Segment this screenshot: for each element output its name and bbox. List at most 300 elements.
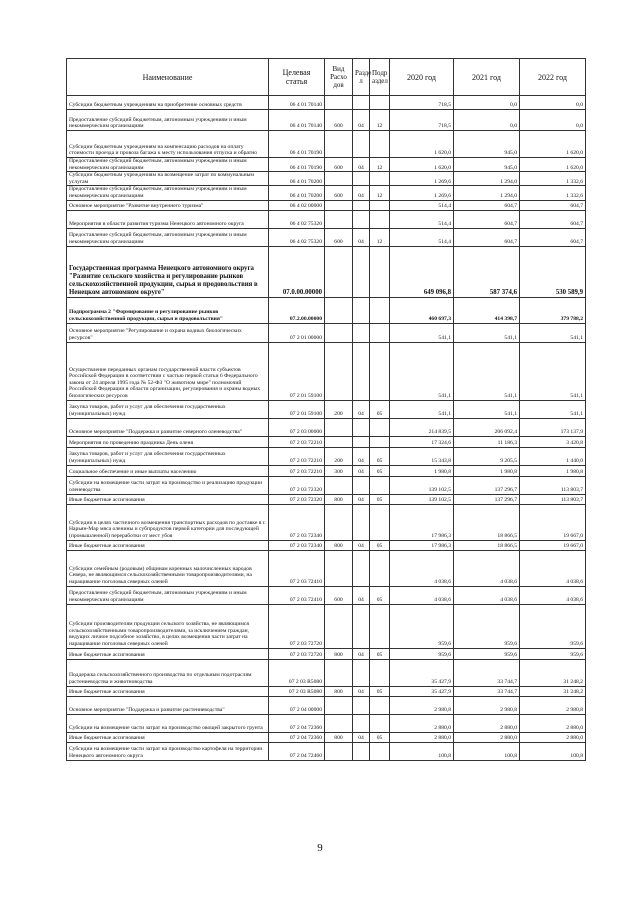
cell-target: 07 2 03 72210 — [269, 465, 325, 476]
cell-razdel: 04 — [353, 447, 370, 465]
cell-vid — [325, 96, 353, 110]
cell-2020: 139 102,5 — [390, 476, 454, 494]
cell-podrazdel — [370, 418, 390, 436]
cell-2022: 19 667,0 — [520, 504, 586, 540]
cell-2021: 4 038,6 — [454, 550, 520, 586]
cell-2021: 959,6 — [454, 604, 520, 648]
cell-podrazdel — [370, 210, 390, 228]
cell-2020: 514,4 — [390, 200, 454, 210]
cell-razdel — [353, 504, 370, 540]
cell-name: Предоставление субсидий бюджетным, автономным учреждениям и иным некоммерческим организациям — [67, 586, 269, 604]
cell-razdel: 04 — [353, 228, 370, 246]
cell-2022: 0,0 — [520, 110, 586, 131]
cell-vid: 200 — [325, 400, 353, 418]
cell-target: 07 2 03 00000 — [269, 418, 325, 436]
cell-razdel — [353, 742, 370, 760]
cell-vid: 300 — [325, 465, 353, 476]
cell-vid: 800 — [325, 648, 353, 659]
cell-vid — [325, 131, 353, 158]
cell-vid: 600 — [325, 158, 353, 172]
cell-vid — [325, 604, 353, 648]
cell-2020: 514,4 — [390, 210, 454, 228]
cell-name: Основное мероприятие "Развитие внутреннего туризма" — [67, 200, 269, 210]
cell-2021: 1 294,0 — [454, 172, 520, 186]
cell-target: 06 4 01 70140 — [269, 96, 325, 110]
cell-2022: 31 248,2 — [520, 659, 586, 686]
cell-2022: 173 137,9 — [520, 418, 586, 436]
cell-2020: 541,1 — [390, 323, 454, 342]
cell-podrazdel — [370, 436, 390, 447]
cell-podrazdel — [370, 696, 390, 714]
cell-name: Предоставление субсидий бюджетным, автономным учреждениям и иным некоммерческим организациям — [67, 186, 269, 200]
cell-razdel — [353, 418, 370, 436]
cell-razdel — [353, 323, 370, 342]
cell-razdel: 04 — [353, 186, 370, 200]
cell-2022: 1 980,8 — [520, 465, 586, 476]
cell-podrazdel — [370, 131, 390, 158]
cell-2022: 1 332,6 — [520, 172, 586, 186]
cell-podrazdel — [370, 714, 390, 732]
cell-name: Предоставление субсидий бюджетным, автономным учреждениям и иным некоммерческим организациям — [67, 228, 269, 246]
cell-vid — [325, 742, 353, 760]
cell-2020: 1 620,0 — [390, 131, 454, 158]
cell-2020: 2 880,0 — [390, 732, 454, 742]
cell-vid: 800 — [325, 732, 353, 742]
cell-vid: 600 — [325, 228, 353, 246]
cell-name: Субсидии на возмещение части затрат на производство и реализацию продукции оленеводства — [67, 476, 269, 494]
cell-razdel — [353, 714, 370, 732]
cell-name: Предоставление субсидий бюджетным, автономным учреждениям и иным некоммерческим организациям — [67, 110, 269, 131]
cell-podrazdel — [370, 550, 390, 586]
table-row — [67, 436, 586, 447]
cell-target: 07 2 01 59100 — [269, 400, 325, 418]
cell-name: Предоставление субсидий бюджетным, автономным учреждениям и иным некоммерческим организациям — [67, 158, 269, 172]
table-row — [67, 172, 586, 186]
cell-name: Закупка товаров, работ и услуг для обеспечения государственных (муниципальных) нужд — [67, 400, 269, 418]
cell-2020: 460 697,3 — [390, 297, 454, 323]
cell-podrazdel: 05 — [370, 447, 390, 465]
cell-2020: 35 427,9 — [390, 659, 454, 686]
cell-podrazdel — [370, 96, 390, 110]
cell-target: 07 2 04 72360 — [269, 714, 325, 732]
cell-razdel: 04 — [353, 586, 370, 604]
cell-name: Иные бюджетные ассигнования — [67, 648, 269, 659]
cell-vid: 600 — [325, 110, 353, 131]
cell-name: Социальное обеспечение и иные выплаты населению — [67, 465, 269, 476]
table-row — [67, 714, 586, 732]
cell-2021: 2 880,0 — [454, 714, 520, 732]
table-row — [67, 246, 586, 297]
cell-razdel — [353, 210, 370, 228]
cell-2021: 541,1 — [454, 323, 520, 342]
table-row — [67, 604, 586, 648]
cell-2020: 214 839,5 — [390, 418, 454, 436]
cell-2020: 100,8 — [390, 742, 454, 760]
cell-2022: 959,6 — [520, 604, 586, 648]
cell-name: Основное мероприятие "Поддержка и развитие растениеводства" — [67, 696, 269, 714]
cell-2021: 604,7 — [454, 210, 520, 228]
table-row — [67, 400, 586, 418]
cell-2021: 1 294,0 — [454, 186, 520, 200]
cell-razdel — [353, 659, 370, 686]
cell-target: 07 2 04 72360 — [269, 732, 325, 742]
cell-podrazdel — [370, 323, 390, 342]
cell-podrazdel — [370, 476, 390, 494]
cell-podrazdel — [370, 200, 390, 210]
cell-2022: 541,1 — [520, 400, 586, 418]
cell-target: 07 2 03 72340 — [269, 540, 325, 550]
cell-name: Субсидии бюджетным учреждениям на приобретение основных средств — [67, 96, 269, 110]
cell-vid — [325, 210, 353, 228]
cell-razdel — [353, 604, 370, 648]
cell-target: 07 2 03 72410 — [269, 586, 325, 604]
cell-2020: 35 427,9 — [390, 686, 454, 696]
cell-2021: 945,0 — [454, 158, 520, 172]
header-2020: 2020 год — [390, 59, 454, 96]
cell-razdel — [353, 696, 370, 714]
cell-target: 07 2 03 R5080 — [269, 686, 325, 696]
cell-2022: 2 880,0 — [520, 732, 586, 742]
cell-podrazdel: 12 — [370, 228, 390, 246]
cell-2021: 587 374,6 — [454, 246, 520, 297]
cell-2020: 17 986,3 — [390, 540, 454, 550]
cell-2020: 2 980,8 — [390, 696, 454, 714]
cell-target: 07 2 03 72320 — [269, 476, 325, 494]
cell-vid: 600 — [325, 186, 353, 200]
cell-target: 07 2 03 72720 — [269, 648, 325, 659]
cell-name: Субсидии бюджетным учреждениям на компенсацию расходов на оплату стоимости проезда и провоза багажа к месту использования отпуска и обратно — [67, 131, 269, 158]
table-row — [67, 158, 586, 172]
cell-2022: 19 667,0 — [520, 540, 586, 550]
cell-2020: 2 880,0 — [390, 714, 454, 732]
table-row — [67, 342, 586, 400]
cell-podrazdel: 05 — [370, 465, 390, 476]
cell-2020: 139 102,5 — [390, 494, 454, 504]
cell-name: Мероприятия по проведению праздника День оленя — [67, 436, 269, 447]
cell-2021: 959,6 — [454, 648, 520, 659]
cell-podrazdel: 05 — [370, 586, 390, 604]
cell-name: Мероприятия в области развития туризма Ненецкого автономного округа — [67, 210, 269, 228]
cell-2020: 718,5 — [390, 96, 454, 110]
cell-target: 06 4 01 70140 — [269, 110, 325, 131]
cell-vid — [325, 246, 353, 297]
cell-razdel: 04 — [353, 732, 370, 742]
cell-2021: 541,1 — [454, 342, 520, 400]
cell-razdel — [353, 172, 370, 186]
cell-vid — [325, 714, 353, 732]
cell-name: Иные бюджетные ассигнования — [67, 686, 269, 696]
table-row — [67, 550, 586, 586]
cell-podrazdel — [370, 604, 390, 648]
table-row — [67, 586, 586, 604]
cell-vid — [325, 550, 353, 586]
table-row — [67, 540, 586, 550]
cell-2020: 541,1 — [390, 342, 454, 400]
cell-2021: 100,8 — [454, 742, 520, 760]
cell-target: 07 2 04 00000 — [269, 696, 325, 714]
table-row — [67, 732, 586, 742]
cell-target: 07 2 04 72460 — [269, 742, 325, 760]
page-number: 9 — [317, 842, 323, 854]
cell-2020: 4 038,6 — [390, 550, 454, 586]
cell-2020: 4 038,6 — [390, 586, 454, 604]
cell-podrazdel: 05 — [370, 732, 390, 742]
cell-2021: 137 296,7 — [454, 494, 520, 504]
cell-name: Закупка товаров, работ и услуг для обеспечения государственных (муниципальных) нужд — [67, 447, 269, 465]
table-row — [67, 494, 586, 504]
cell-target: 07 2 03 72210 — [269, 447, 325, 465]
cell-vid — [325, 297, 353, 323]
cell-podrazdel — [370, 504, 390, 540]
cell-2022: 31 248,2 — [520, 686, 586, 696]
cell-podrazdel: 12 — [370, 110, 390, 131]
cell-2022: 2 880,0 — [520, 714, 586, 732]
cell-razdel: 04 — [353, 400, 370, 418]
cell-podrazdel — [370, 659, 390, 686]
cell-name: Иные бюджетные ассигнования — [67, 540, 269, 550]
cell-2021: 945,0 — [454, 131, 520, 158]
table-row — [67, 228, 586, 246]
cell-name: Иные бюджетные ассигнования — [67, 494, 269, 504]
cell-2022: 530 589,9 — [520, 246, 586, 297]
cell-vid: 800 — [325, 494, 353, 504]
cell-2022: 604,7 — [520, 200, 586, 210]
header-podrazdel: Подр аздел — [370, 59, 390, 96]
cell-podrazdel: 05 — [370, 686, 390, 696]
cell-podrazdel: 12 — [370, 158, 390, 172]
cell-2022: 541,1 — [520, 342, 586, 400]
cell-2020: 959,6 — [390, 604, 454, 648]
table-row — [67, 476, 586, 494]
table-header-row — [67, 59, 586, 96]
budget-table-container — [66, 58, 585, 761]
cell-target: 07 2 03 72720 — [269, 604, 325, 648]
cell-podrazdel: 12 — [370, 186, 390, 200]
cell-name: Государственная программа Ненецкого автономного округа "Развитие сельского хозяйства и регулирование рынков сельскохозяйственной продукции, сырья и продовольствия в Ненецком автономном округе" — [67, 246, 269, 297]
cell-razdel: 04 — [353, 110, 370, 131]
cell-2020: 649 096,8 — [390, 246, 454, 297]
cell-2022: 4 038,6 — [520, 550, 586, 586]
cell-2022: 1 620,0 — [520, 158, 586, 172]
cell-2021: 0,0 — [454, 96, 520, 110]
cell-2021: 4 038,6 — [454, 586, 520, 604]
cell-podrazdel: 05 — [370, 540, 390, 550]
cell-name: Подпрограмма 2 "Формирование и регулирование рынков сельскохозяйственной продукции, сырья и продовольствия" — [67, 297, 269, 323]
cell-razdel — [353, 476, 370, 494]
cell-razdel — [353, 131, 370, 158]
cell-target: 07 2 03 72410 — [269, 550, 325, 586]
cell-target: 06 4 01 70190 — [269, 158, 325, 172]
header-vid: Вид Расхо дов — [325, 59, 353, 96]
table-row — [67, 659, 586, 686]
cell-name: Осуществление переданных органам государственной власти субъектов Российской Федерации в соответствии с частью первой статьи 6 Федерального закона от 24 апреля 1995 года № 52-ФЗ "О животном мире" полномочий Российской Федерации в области организации, регулирования и охраны водных биологических ресурсов — [67, 342, 269, 400]
cell-vid — [325, 436, 353, 447]
cell-name: Субсидии в целях частичного возмещения транспортных расходов по доставке в г. Нарьян-Мар мяса оленины и субпродуктов первой категории для последующей (промышленной) переработки от мест убоя — [67, 504, 269, 540]
table-row — [67, 186, 586, 200]
cell-name: Субсидии семейным (родовым) общинам коренных малочисленных народов Севера, не являющимся сельскохозяйственными товаропроизводителями, на наращивание поголовья северных оленей — [67, 550, 269, 586]
cell-razdel — [353, 550, 370, 586]
cell-2022: 604,7 — [520, 228, 586, 246]
cell-podrazdel: 05 — [370, 648, 390, 659]
cell-razdel — [353, 246, 370, 297]
table-row — [67, 504, 586, 540]
cell-podrazdel — [370, 342, 390, 400]
cell-target: 06 4 02 75320 — [269, 210, 325, 228]
cell-vid: 800 — [325, 540, 353, 550]
cell-razdel: 04 — [353, 158, 370, 172]
cell-razdel — [353, 436, 370, 447]
cell-2021: 541,1 — [454, 400, 520, 418]
cell-podrazdel — [370, 246, 390, 297]
table-row — [67, 131, 586, 158]
cell-2022: 959,6 — [520, 648, 586, 659]
cell-2021: 0,0 — [454, 110, 520, 131]
cell-podrazdel: 05 — [370, 494, 390, 504]
cell-razdel — [353, 96, 370, 110]
table-row — [67, 96, 586, 110]
cell-2021: 9 205,5 — [454, 447, 520, 465]
cell-2022: 113 803,7 — [520, 476, 586, 494]
cell-target: 06 4 01 70190 — [269, 131, 325, 158]
cell-razdel: 04 — [353, 465, 370, 476]
cell-target: 07 2 03 72340 — [269, 504, 325, 540]
cell-razdel — [353, 342, 370, 400]
table-row — [67, 210, 586, 228]
cell-2021: 33 744,7 — [454, 659, 520, 686]
cell-vid: 200 — [325, 447, 353, 465]
cell-razdel: 04 — [353, 540, 370, 550]
cell-razdel — [353, 297, 370, 323]
cell-2022: 1 620,0 — [520, 131, 586, 158]
cell-target: 07 2 03 R5080 — [269, 659, 325, 686]
cell-podrazdel — [370, 172, 390, 186]
cell-vid — [325, 504, 353, 540]
cell-2021: 2 880,0 — [454, 732, 520, 742]
cell-2022: 4 038,6 — [520, 586, 586, 604]
cell-target: 07 2 03 72210 — [269, 436, 325, 447]
cell-vid: 600 — [325, 586, 353, 604]
cell-2021: 604,7 — [454, 228, 520, 246]
cell-podrazdel — [370, 297, 390, 323]
cell-2022: 0,0 — [520, 96, 586, 110]
cell-2020: 1 269,6 — [390, 186, 454, 200]
cell-vid — [325, 172, 353, 186]
cell-razdel: 04 — [353, 686, 370, 696]
cell-2021: 137 296,7 — [454, 476, 520, 494]
cell-razdel: 04 — [353, 494, 370, 504]
cell-target: 06 4 01 70200 — [269, 186, 325, 200]
cell-vid — [325, 323, 353, 342]
cell-target: 07 2 01 59100 — [269, 342, 325, 400]
cell-2022: 1 440,0 — [520, 447, 586, 465]
cell-target: 07 2 03 72320 — [269, 494, 325, 504]
table-row — [67, 648, 586, 659]
table-body — [67, 96, 586, 761]
cell-vid — [325, 418, 353, 436]
cell-vid — [325, 342, 353, 400]
cell-2020: 15 343,8 — [390, 447, 454, 465]
cell-name: Основное мероприятие "Регулирование и охрана водных биологических ресурсов" — [67, 323, 269, 342]
header-razdel: Разде л — [353, 59, 370, 96]
table-row — [67, 110, 586, 131]
cell-vid — [325, 659, 353, 686]
cell-target: 06 4 02 75320 — [269, 228, 325, 246]
header-2021: 2021 год — [454, 59, 520, 96]
cell-2021: 414 398,7 — [454, 297, 520, 323]
header-2022: 2022 год — [520, 59, 586, 96]
cell-2022: 113 803,7 — [520, 494, 586, 504]
cell-target: 07.0.00.00000 — [269, 246, 325, 297]
cell-vid — [325, 200, 353, 210]
table-row — [67, 200, 586, 210]
cell-target: 06 4 02 00000 — [269, 200, 325, 210]
cell-vid: 800 — [325, 686, 353, 696]
table-row — [67, 686, 586, 696]
cell-2021: 2 980,8 — [454, 696, 520, 714]
cell-2022: 1 332,6 — [520, 186, 586, 200]
cell-2021: 604,7 — [454, 200, 520, 210]
cell-name: Поддержка сельскохозяйственного производства по отдельным подотраслям растениеводства и животноводства — [67, 659, 269, 686]
cell-2020: 1 620,0 — [390, 158, 454, 172]
cell-2020: 1 269,6 — [390, 172, 454, 186]
cell-2020: 1 980,8 — [390, 465, 454, 476]
cell-razdel: 04 — [353, 648, 370, 659]
cell-2022: 3 420,8 — [520, 436, 586, 447]
cell-target: 07.2.00.00000 — [269, 297, 325, 323]
cell-target: 07 2 01 00000 — [269, 323, 325, 342]
cell-name: Субсидии на возмещение части затрат на производство овощей закрытого грунта — [67, 714, 269, 732]
cell-2020: 959,6 — [390, 648, 454, 659]
cell-2021: 18 866,5 — [454, 504, 520, 540]
budget-table — [66, 58, 586, 761]
cell-target: 06 4 01 70200 — [269, 172, 325, 186]
cell-2021: 33 744,7 — [454, 686, 520, 696]
table-row — [67, 297, 586, 323]
cell-vid — [325, 476, 353, 494]
cell-2021: 11 186,3 — [454, 436, 520, 447]
cell-podrazdel: 05 — [370, 400, 390, 418]
table-row — [67, 696, 586, 714]
cell-2021: 18 866,5 — [454, 540, 520, 550]
cell-2022: 379 788,2 — [520, 297, 586, 323]
cell-name: Субсидии на возмещение части затрат на производство картофеля на территории Ненецкого автономного округа — [67, 742, 269, 760]
cell-razdel — [353, 200, 370, 210]
cell-2022: 604,7 — [520, 210, 586, 228]
cell-name: Основное мероприятие "Поддержка и развитие северного оленеводства" — [67, 418, 269, 436]
cell-name: Субсидии производителям продукции сельского хозяйства, не являющимся сельскохозяйственными товаропроизводителями, за исключением граждан, ведущих личное подсобное хозяйство, в целях возмещения части затрат на наращивание поголовья северных оленей — [67, 604, 269, 648]
table-row — [67, 447, 586, 465]
cell-2022: 541,1 — [520, 323, 586, 342]
table-row — [67, 418, 586, 436]
table-row — [67, 465, 586, 476]
table-row — [67, 742, 586, 760]
cell-2022: 2 980,8 — [520, 696, 586, 714]
cell-name: Иные бюджетные ассигнования — [67, 732, 269, 742]
header-target: Целевая статья — [269, 59, 325, 96]
cell-name: Субсидии бюджетным учреждениям на возмещение затрат по коммунальным услугам — [67, 172, 269, 186]
cell-2020: 514,4 — [390, 228, 454, 246]
cell-2020: 17 324,6 — [390, 436, 454, 447]
header-name: Наименование — [67, 59, 269, 96]
cell-podrazdel — [370, 742, 390, 760]
cell-2020: 541,1 — [390, 400, 454, 418]
cell-2020: 17 986,3 — [390, 504, 454, 540]
cell-2022: 100,8 — [520, 742, 586, 760]
cell-2020: 718,5 — [390, 110, 454, 131]
table-row — [67, 323, 586, 342]
cell-vid — [325, 696, 353, 714]
cell-2021: 1 980,8 — [454, 465, 520, 476]
